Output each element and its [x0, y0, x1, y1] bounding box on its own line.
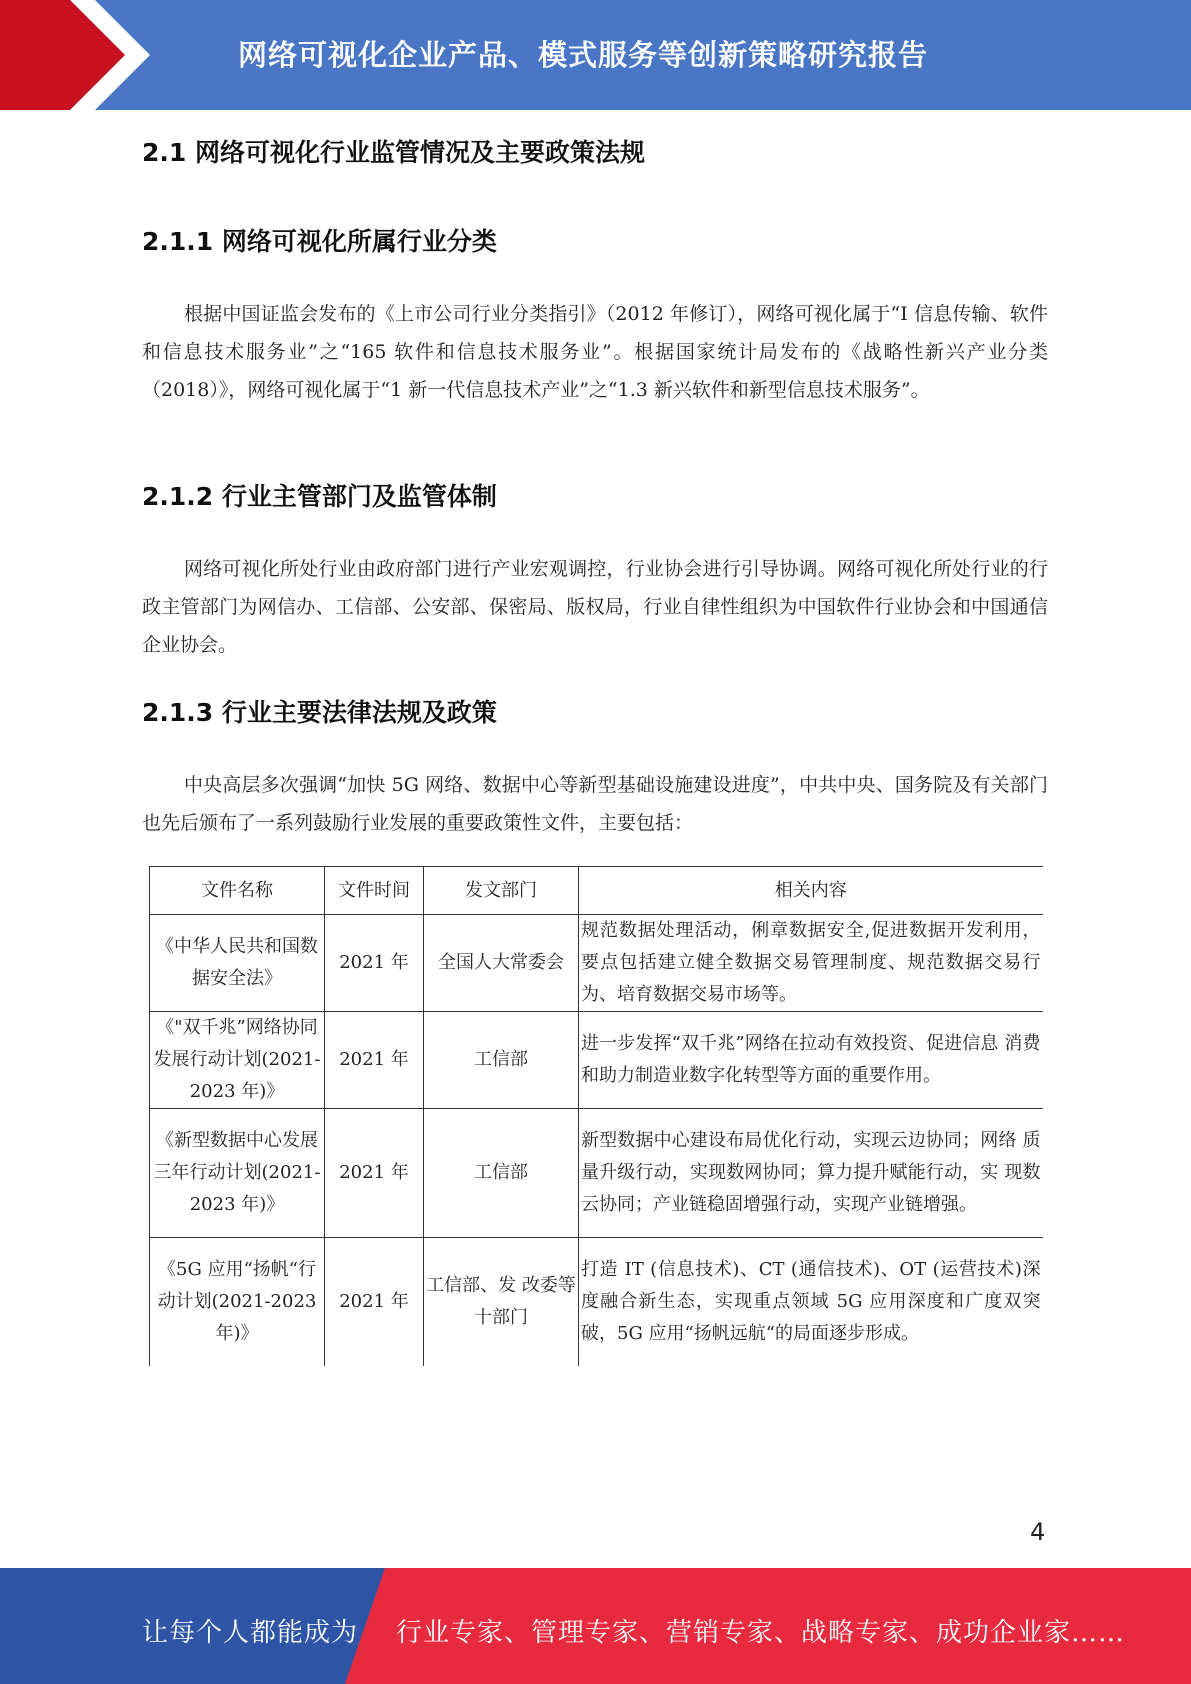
- table-row: [150, 915, 1043, 1012]
- cell-doc-name: 《5G 应用“扬帆“行动计划(2021-2023 年)》: [150, 1238, 325, 1367]
- header-arrow-decoration: [0, 0, 160, 110]
- policy-table: [149, 866, 1043, 1366]
- cell-doc-content: 进一步发挥“双千兆”网络在拉动有效投资、促进信息 消费和助力制造业数字化转型等方面的重要作用。: [579, 1012, 1043, 1109]
- cell-doc-dept: 工信部: [424, 1012, 579, 1109]
- table-row: [150, 1109, 1043, 1238]
- cell-doc-name: 《新型数据中心发展三年行动计划(2021-2023 年)》: [150, 1109, 325, 1238]
- table-header-row: [150, 867, 1043, 915]
- cell-doc-dept: 工信部: [424, 1109, 579, 1238]
- cell-doc-name: 《中华人民共和国数 据安全法》: [150, 915, 325, 1012]
- section-heading: 2.1 网络可视化行业监管情况及主要政策法规: [142, 138, 645, 167]
- subsection-heading-2-1-3: 2.1.3 行业主要法律法规及政策: [142, 698, 497, 727]
- page-number: 4: [1030, 1518, 1046, 1546]
- footer-slogan-left: 让每个人都能成为: [142, 1618, 359, 1648]
- cell-doc-time: 2021 年: [325, 1012, 424, 1109]
- table-row: [150, 1012, 1043, 1109]
- cell-doc-content: 新型数据中心建设布局优化行动，实现云边协同；网络 质量升级行动，实现数网协同；算力提升赋能行动，实 现数云协同；产业链稳固增强行动，实现产业链增强。: [579, 1109, 1043, 1238]
- cell-doc-time: 2021 年: [325, 1238, 424, 1367]
- column-header-time: 文件时间: [325, 867, 424, 915]
- paragraph-regulatory-system: 网络可视化所处行业由政府部门进行产业宏观调控，行业协会进行引导协调。网络可视化所处行业的行政主管部门为网信办、工信部、公安部、保密局、版权局，行业自律性组织为中国软件行业协会和中国通信企业协会。: [142, 558, 1048, 656]
- column-header-dept: 发文部门: [424, 867, 579, 915]
- column-header-name: 文件名称: [150, 867, 325, 915]
- cell-doc-name: 《"双千兆”网络协同发展行动计划(2021-2023 年)》: [150, 1012, 325, 1109]
- cell-doc-content: 规范数据处理活动，俐章数据安全,促进数据开发利用， 要点包括建立健全数据交易管理制度、规范数据交易行 为、培育数据交易市场等。: [579, 915, 1043, 1012]
- footer-slogan-right: 行业专家、管理专家、营销专家、战略专家、成功企业家……: [396, 1618, 1126, 1648]
- subsection-heading-2-1-2: 2.1.2 行业主管部门及监管体制: [142, 482, 497, 511]
- table-row: [150, 1238, 1043, 1367]
- cell-doc-dept: 全国人大常委会: [424, 915, 579, 1012]
- cell-doc-dept: 工信部、发 改委等十部门: [424, 1238, 579, 1367]
- page-header: [0, 0, 1191, 110]
- paragraph-industry-classification: 根据中国证监会发布的《上市公司行业分类指引》（2012 年修订），网络可视化属于“I 信息传输、软件和信息技术服务业”之“165 软件和信息技术服务业”。根据国家统计局发布的《战略性新兴产业分类（2018）》，网络可视化属于“1 新一代信息技术产业”之“1.3 新兴软件和新型信息技术服务”。: [142, 303, 1048, 401]
- cell-doc-content: 打造 IT (信息技术)、CT (通信技术)、OT (运营技术)深度融合新生态，实现重点领域 5G 应用深度和广度双突破，5G 应用“扬帆远航“的局面逐步形成。: [579, 1238, 1043, 1367]
- subsection-heading-2-1-1: 2.1.1 网络可视化所属行业分类: [142, 227, 497, 256]
- cell-doc-time: 2021 年: [325, 915, 424, 1012]
- paragraph-policy-intro: 中央高层多次强调“加快 5G 网络、数据中心等新型基础设施建设进度”，中共中央、国务院及有关部门也先后颁布了一系列鼓励行业发展的重要政策性文件，主要包括：: [142, 774, 1048, 834]
- column-header-content: 相关内容: [579, 867, 1043, 915]
- header-title: 网络可视化企业产品、模式服务等创新策略研究报告: [238, 38, 929, 72]
- cell-doc-time: 2021 年: [325, 1109, 424, 1238]
